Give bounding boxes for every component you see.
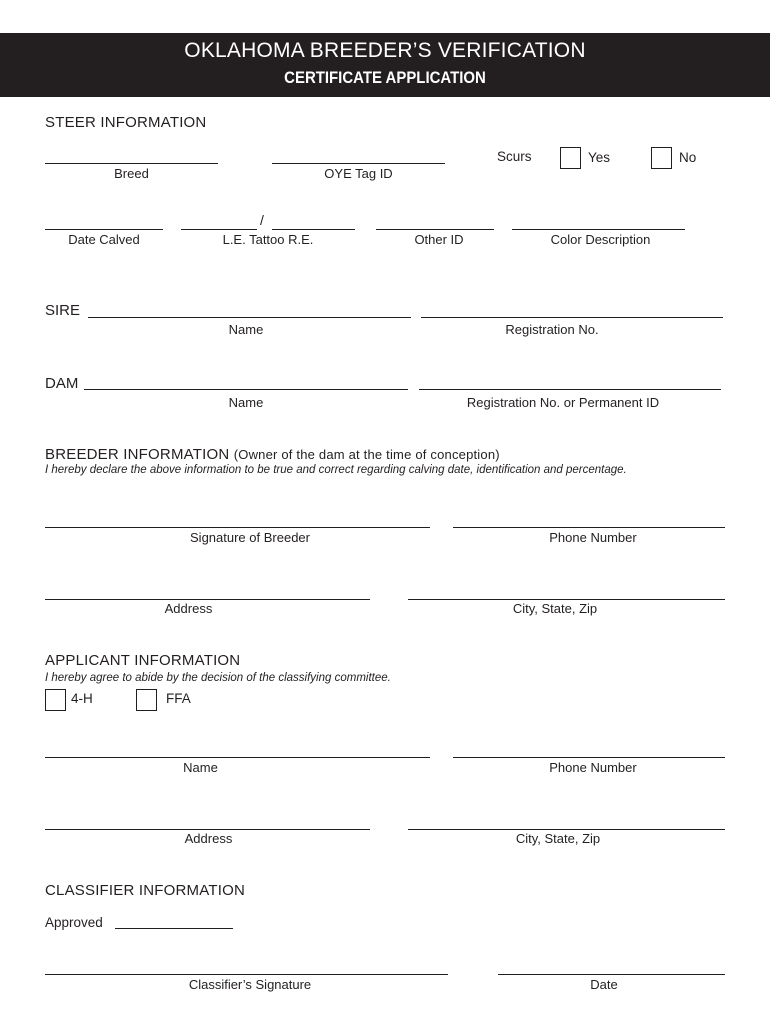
breeder-city-field[interactable] [408, 599, 725, 600]
applicant-address-caption: Address [184, 831, 233, 846]
date-calved-field[interactable] [45, 229, 163, 230]
classifier-signature-caption: Classifier’s Signature [188, 977, 312, 992]
color-description-caption: Color Description [550, 232, 651, 247]
other-id-field[interactable] [376, 229, 494, 230]
form-subtitle: CERTIFICATE APPLICATION [284, 68, 486, 87]
breed-caption: Breed [114, 166, 149, 181]
other-id-caption: Other ID [414, 232, 464, 247]
breeder-heading-note: (Owner of the dam at the time of conception) [233, 447, 500, 462]
breeder-phone-field[interactable] [453, 527, 725, 528]
breeder-declaration: I hereby declare the above information to be true and correct regarding calving date, identification and percentage. [45, 464, 627, 476]
approved-label: Approved [45, 915, 103, 930]
breeder-phone-caption: Phone Number [549, 530, 637, 545]
breed-field[interactable] [45, 163, 218, 164]
applicant-city-caption: City, State, Zip [515, 831, 601, 846]
applicant-phone-field[interactable] [453, 757, 725, 758]
breeder-section-heading [45, 446, 500, 463]
applicant-declaration: I hereby agree to abide by the decision of the classifying committee. [45, 672, 391, 684]
tattoo-caption: L.E. Tattoo R.E. [222, 232, 314, 247]
scurs-no-label: No [679, 150, 697, 165]
breeder-signature-caption: Signature of Breeder [190, 530, 310, 545]
scurs-label: Scurs [497, 149, 532, 164]
sire-registration-field[interactable] [421, 317, 723, 318]
applicant-name-caption: Name [183, 760, 218, 775]
oye-tag-caption: OYE Tag ID [324, 166, 393, 181]
tattoo-separator: / [260, 212, 264, 228]
form-header [0, 33, 770, 97]
form-title: OKLAHOMA BREEDER’S VERIFICATION [184, 39, 586, 62]
classifier-date-caption: Date [590, 977, 618, 992]
dam-registration-caption: Registration No. or Permanent ID [466, 395, 660, 410]
tattoo-left-field[interactable] [181, 229, 257, 230]
applicant-section-heading: APPLICANT INFORMATION [45, 652, 241, 669]
scurs-yes-checkbox[interactable] [560, 147, 581, 169]
steer-section-heading: STEER INFORMATION [45, 114, 207, 131]
ffa-checkbox[interactable] [136, 689, 157, 711]
classifier-date-field[interactable] [498, 974, 725, 975]
4h-checkbox[interactable] [45, 689, 66, 711]
applicant-name-field[interactable] [45, 757, 430, 758]
ffa-label: FFA [166, 691, 191, 706]
breeder-signature-field[interactable] [45, 527, 430, 528]
dam-label: DAM [45, 375, 79, 392]
oye-tag-field[interactable] [272, 163, 445, 164]
approved-field[interactable] [115, 928, 233, 929]
applicant-city-field[interactable] [408, 829, 725, 830]
classifier-section-heading: CLASSIFIER INFORMATION [45, 882, 245, 899]
applicant-address-field[interactable] [45, 829, 370, 830]
breeder-heading-text: BREEDER INFORMATION [45, 446, 230, 463]
dam-name-caption: Name [228, 395, 264, 410]
sire-registration-caption: Registration No. [505, 322, 599, 337]
dam-registration-field[interactable] [419, 389, 721, 390]
applicant-phone-caption: Phone Number [549, 760, 637, 775]
classifier-signature-field[interactable] [45, 974, 448, 975]
sire-name-field[interactable] [88, 317, 411, 318]
sire-name-caption: Name [228, 322, 264, 337]
date-calved-caption: Date Calved [68, 232, 140, 247]
scurs-no-checkbox[interactable] [651, 147, 672, 169]
color-description-field[interactable] [512, 229, 685, 230]
dam-name-field[interactable] [84, 389, 408, 390]
scurs-yes-label: Yes [588, 150, 611, 165]
sire-label: SIRE [45, 302, 81, 319]
tattoo-right-field[interactable] [272, 229, 355, 230]
4h-label: 4-H [71, 691, 93, 706]
breeder-address-caption: Address [164, 601, 213, 616]
breeder-address-field[interactable] [45, 599, 370, 600]
breeder-city-caption: City, State, Zip [512, 601, 598, 616]
